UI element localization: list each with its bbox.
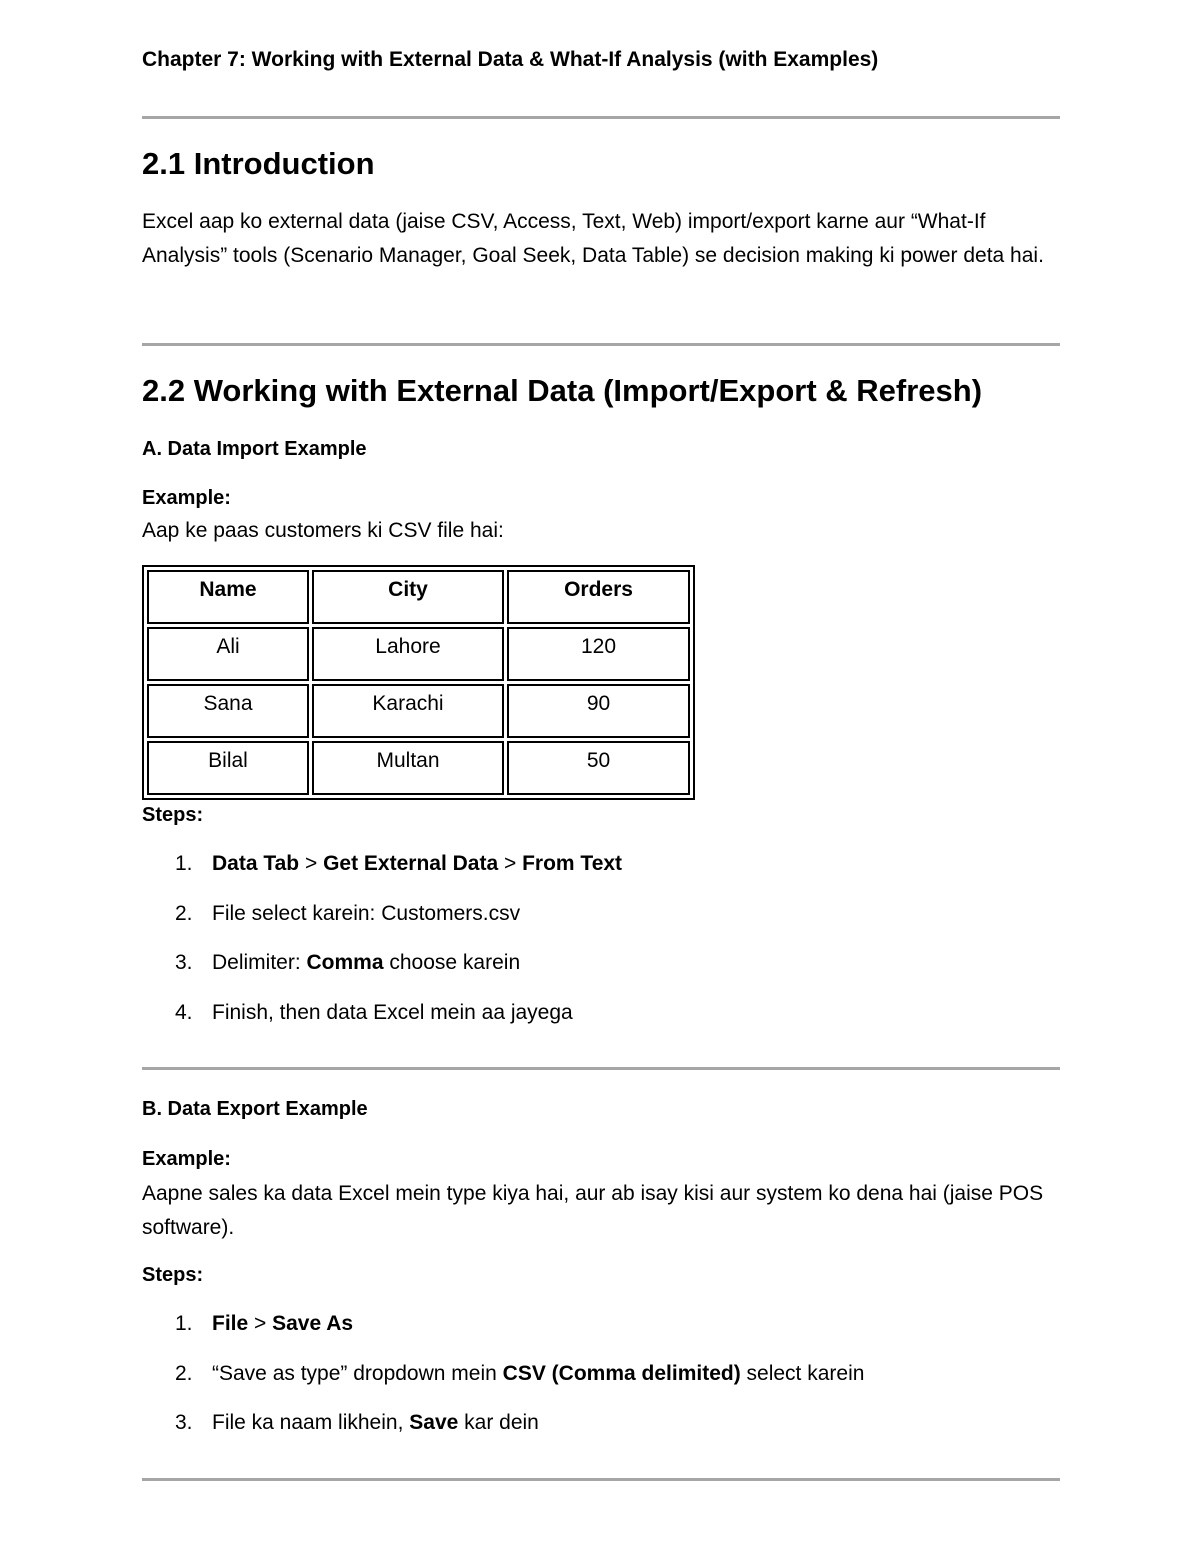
table-cell: Sana — [147, 684, 309, 738]
step-text: select karein — [740, 1361, 865, 1385]
export-example-text: Aapne sales ka data Excel mein type kiya hai, aur ab isay kisi aur system ko dena hai (jaise POS software). — [142, 1182, 1044, 1239]
step-emphasis: Data Tab — [212, 852, 300, 875]
step-emphasis: CSV (Comma delimited) — [502, 1361, 741, 1385]
step-item — [142, 1312, 864, 1362]
step-item — [142, 1411, 864, 1461]
table-row — [147, 741, 690, 795]
table-body — [147, 627, 690, 795]
step-item — [142, 902, 622, 952]
import-steps-label: Steps: — [142, 804, 204, 826]
section-heading-external-data: 2.2 Working with External Data (Import/Export & Refresh) — [142, 373, 983, 408]
step-emphasis: Save As — [272, 1312, 354, 1335]
table-cell: Lahore — [312, 627, 504, 681]
table-row — [147, 684, 690, 738]
column-header: City — [312, 570, 504, 624]
table-cell: Bilal — [147, 741, 309, 795]
export-steps-label: Steps: — [142, 1264, 204, 1286]
table-cell: 90 — [507, 684, 690, 738]
intro-paragraph: Excel aap ko external data (jaise CSV, Access, Text, Web) import/export karne aur “What-If Analysis” tools (Scenario Manager, Goal Seek, Data Table) se decision making ki power deta hai. — [142, 210, 1044, 267]
step-emphasis: File — [212, 1312, 249, 1335]
column-header: Orders — [507, 570, 690, 624]
step-text: choose karein — [383, 951, 521, 974]
import-steps-list — [142, 852, 622, 1050]
divider — [142, 116, 1060, 119]
divider — [142, 343, 1060, 346]
import-example-text: Aap ke paas customers ki CSV file hai: — [142, 519, 504, 542]
table-header-row — [147, 570, 690, 624]
step-item — [142, 1362, 864, 1412]
table-cell: Multan — [312, 741, 504, 795]
step-text: File ka naam likhein, — [212, 1411, 410, 1434]
step-text: > — [498, 852, 523, 875]
step-text: “Save as type” dropdown mein — [212, 1361, 503, 1385]
step-emphasis: Save — [409, 1411, 459, 1434]
table-row — [147, 627, 690, 681]
step-number: 4. — [175, 1000, 193, 1024]
step-number: 2. — [175, 1361, 193, 1385]
table-cell: 50 — [507, 741, 690, 795]
step-item — [142, 951, 622, 1001]
table-cell: 120 — [507, 627, 690, 681]
step-emphasis: From Text — [522, 852, 623, 875]
step-text: > — [299, 852, 324, 875]
step-number: 3. — [175, 1411, 193, 1434]
step-item — [142, 852, 622, 902]
customers-table — [142, 565, 695, 800]
step-item — [142, 1001, 622, 1051]
export-example-label: Example: — [142, 1148, 231, 1170]
step-text: > — [248, 1312, 273, 1335]
divider — [142, 1478, 1060, 1481]
step-text: Delimiter: — [212, 951, 307, 974]
step-number: 2. — [175, 901, 193, 925]
step-text: File select karein: Customers.csv — [212, 901, 521, 925]
import-subheading: A. Data Import Example — [142, 438, 367, 460]
export-subheading: B. Data Export Example — [142, 1098, 368, 1120]
step-number: 3. — [175, 951, 193, 974]
column-header: Name — [147, 570, 309, 624]
step-emphasis: Get External Data — [323, 852, 499, 875]
step-number: 1. — [175, 852, 193, 875]
step-text: kar dein — [458, 1411, 539, 1434]
table-cell: Ali — [147, 627, 309, 681]
export-steps-list — [142, 1312, 864, 1461]
divider — [142, 1067, 1060, 1070]
step-emphasis: Comma — [306, 951, 384, 974]
step-text: Finish, then data Excel mein aa jayega — [212, 1000, 573, 1024]
table-cell: Karachi — [312, 684, 504, 738]
chapter-title: Chapter 7: Working with External Data & What-If Analysis (with Examples) — [142, 48, 879, 71]
step-number: 1. — [175, 1312, 193, 1335]
import-example-label: Example: — [142, 487, 231, 509]
section-heading-introduction: 2.1 Introduction — [142, 146, 375, 181]
